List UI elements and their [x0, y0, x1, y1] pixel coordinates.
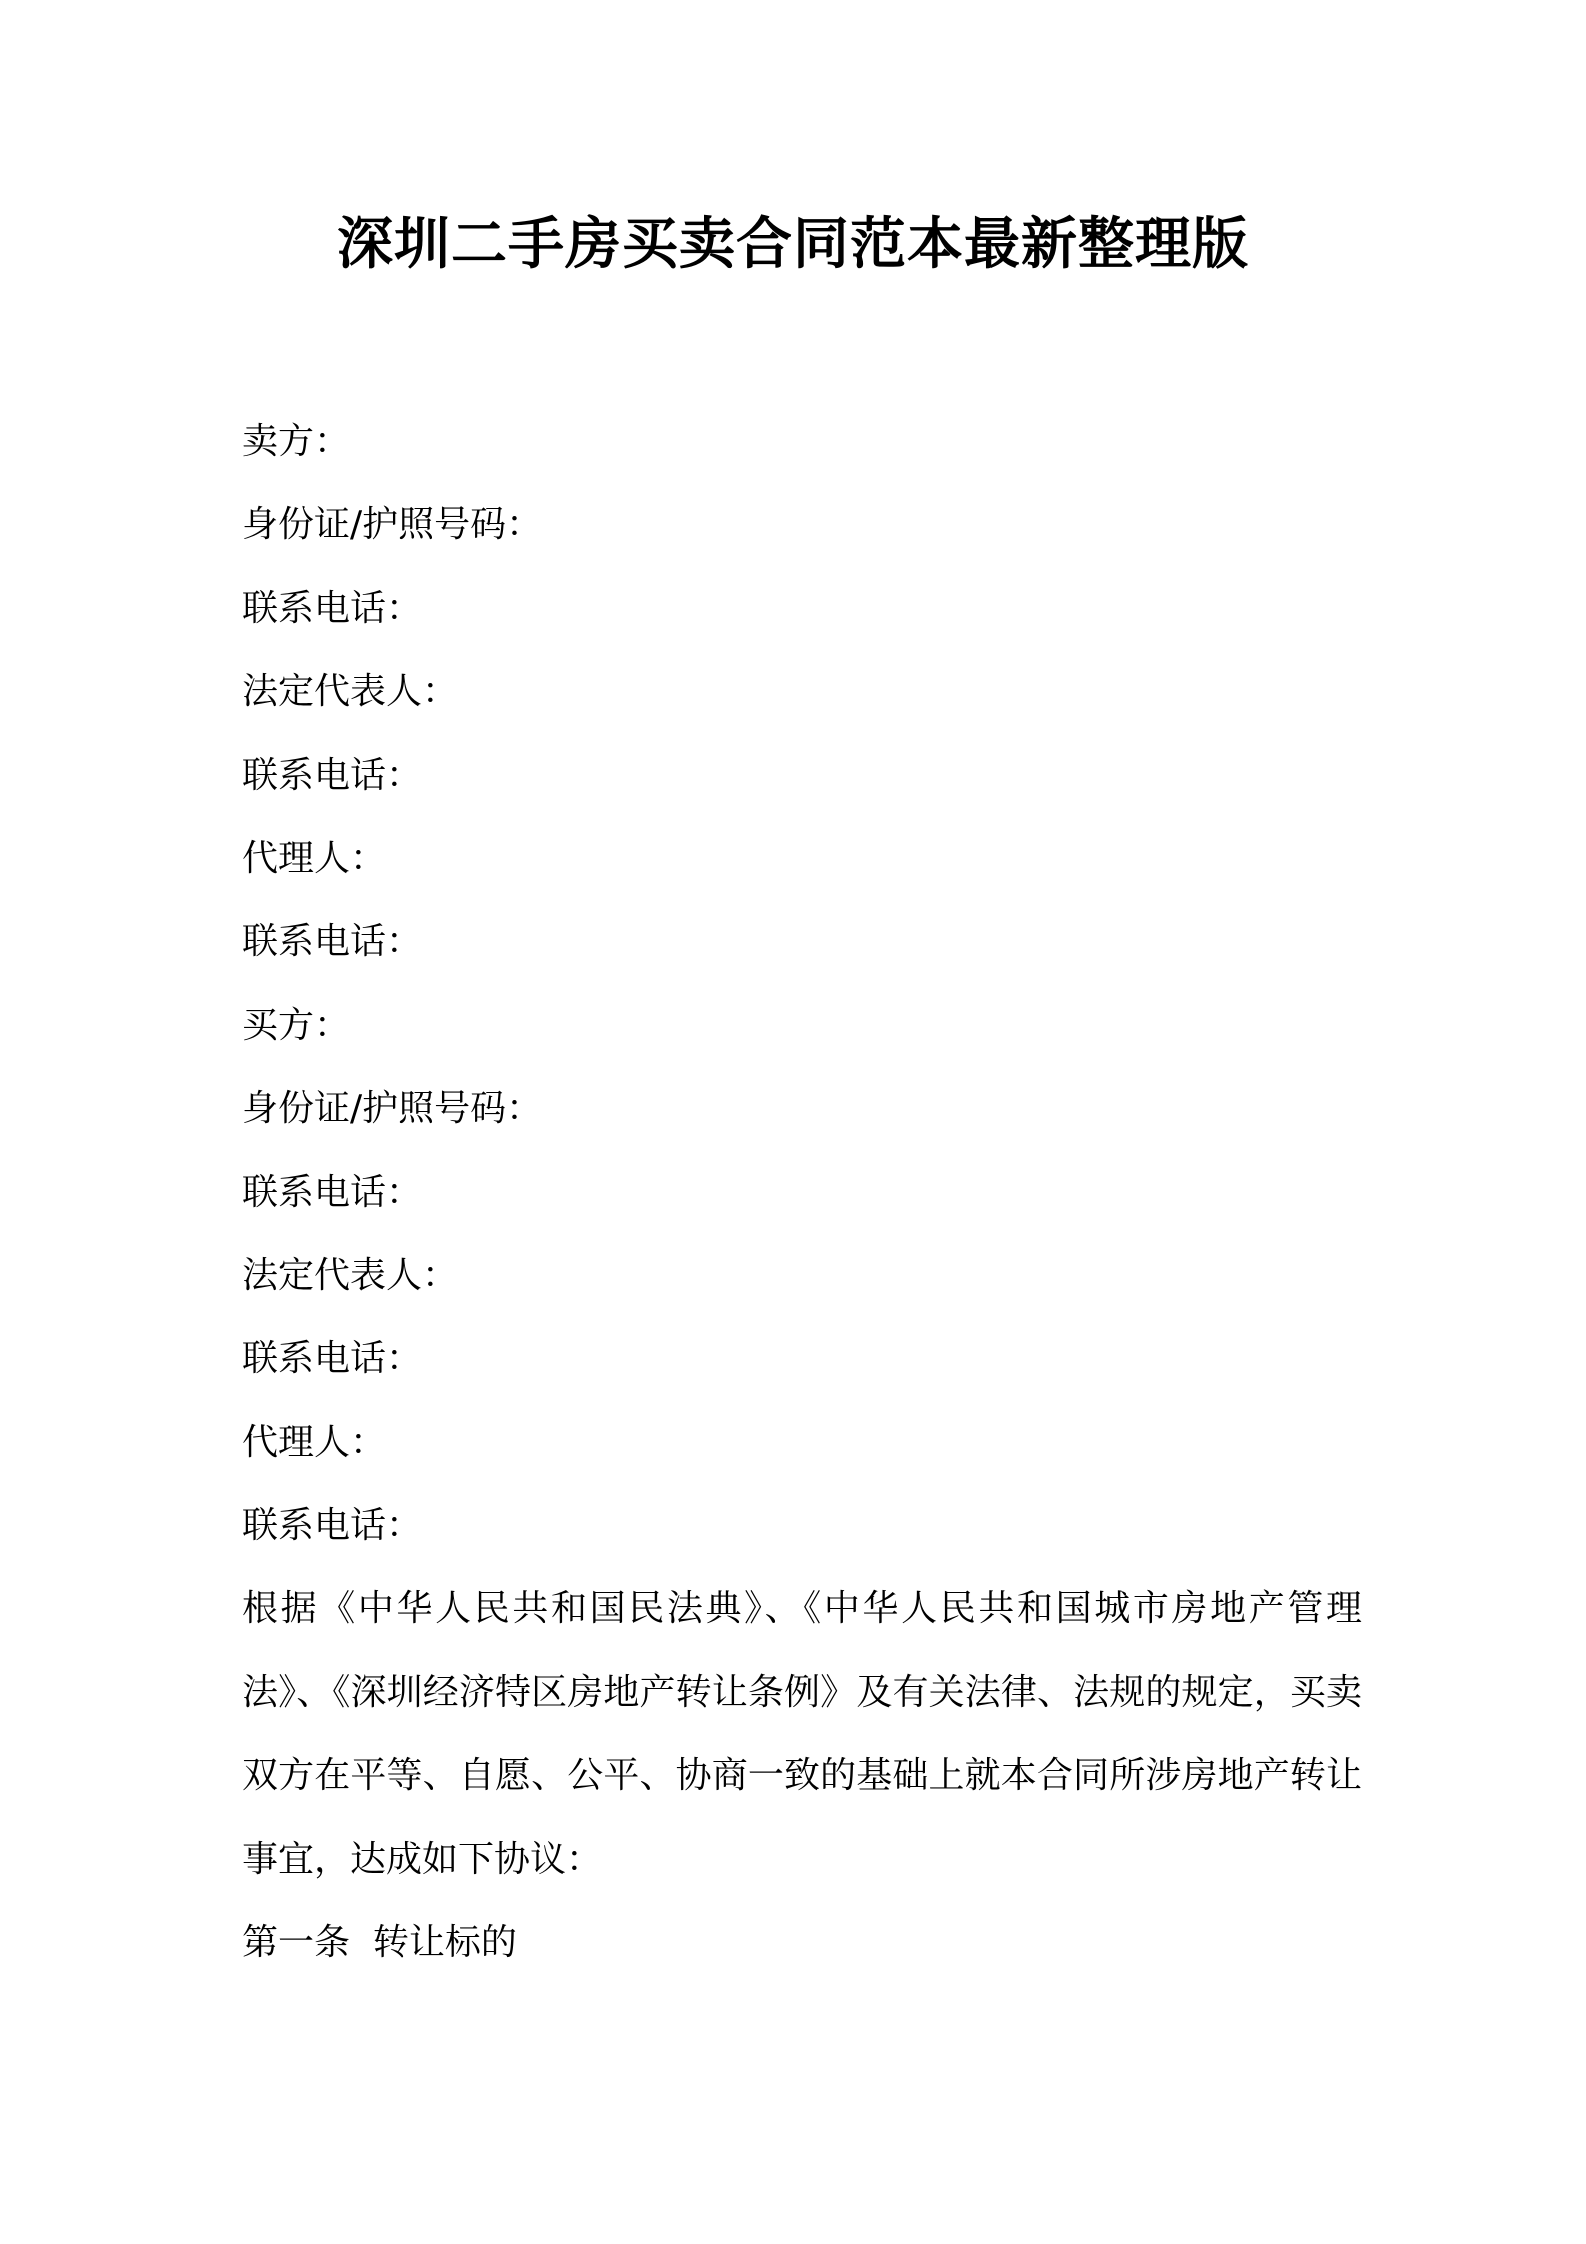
- article-1-heading: 第一条 转让标的: [242, 1922, 517, 1964]
- buyer-legal-rep-phone-label: 联系电话：: [242, 1338, 423, 1380]
- document-title: 深圳二手房买卖合同范本最新整理版: [337, 212, 1249, 277]
- seller-phone-label: 联系电话：: [242, 587, 423, 629]
- seller-section: [242, 400, 1362, 984]
- buyer-phone-label: 联系电话：: [242, 1171, 423, 1213]
- document-body: [242, 400, 1362, 1984]
- seller-agent-label: 代理人：: [242, 837, 387, 879]
- buyer-id-label: 身份证/护照号码：: [242, 1088, 543, 1130]
- buyer-label: 买方：: [242, 1004, 351, 1046]
- seller-label: 卖方：: [242, 421, 351, 462]
- seller-agent-phone-label: 联系电话：: [242, 921, 423, 963]
- buyer-legal-rep-label: 法定代表人：: [242, 1254, 459, 1296]
- seller-legal-rep-label: 法定代表人：: [242, 671, 459, 713]
- seller-id-label: 身份证/护照号码：: [242, 504, 543, 546]
- buyer-agent-phone-label: 联系电话：: [242, 1505, 423, 1547]
- buyer-section: [242, 984, 1362, 1568]
- seller-legal-rep-phone-label: 联系电话：: [242, 754, 423, 796]
- buyer-agent-label: 代理人：: [242, 1421, 387, 1463]
- preamble-paragraph: 根据《中华人民共和国民法典》、《中华人民共和国城市房地产管理法》、《深圳经济特区房地产转让条例》及有关法律、法规的规定，买卖双方在平等、自愿、公平、协商一致的基础上就本合同所涉房地产转让事宜，达成如下协议：: [242, 1588, 1362, 1880]
